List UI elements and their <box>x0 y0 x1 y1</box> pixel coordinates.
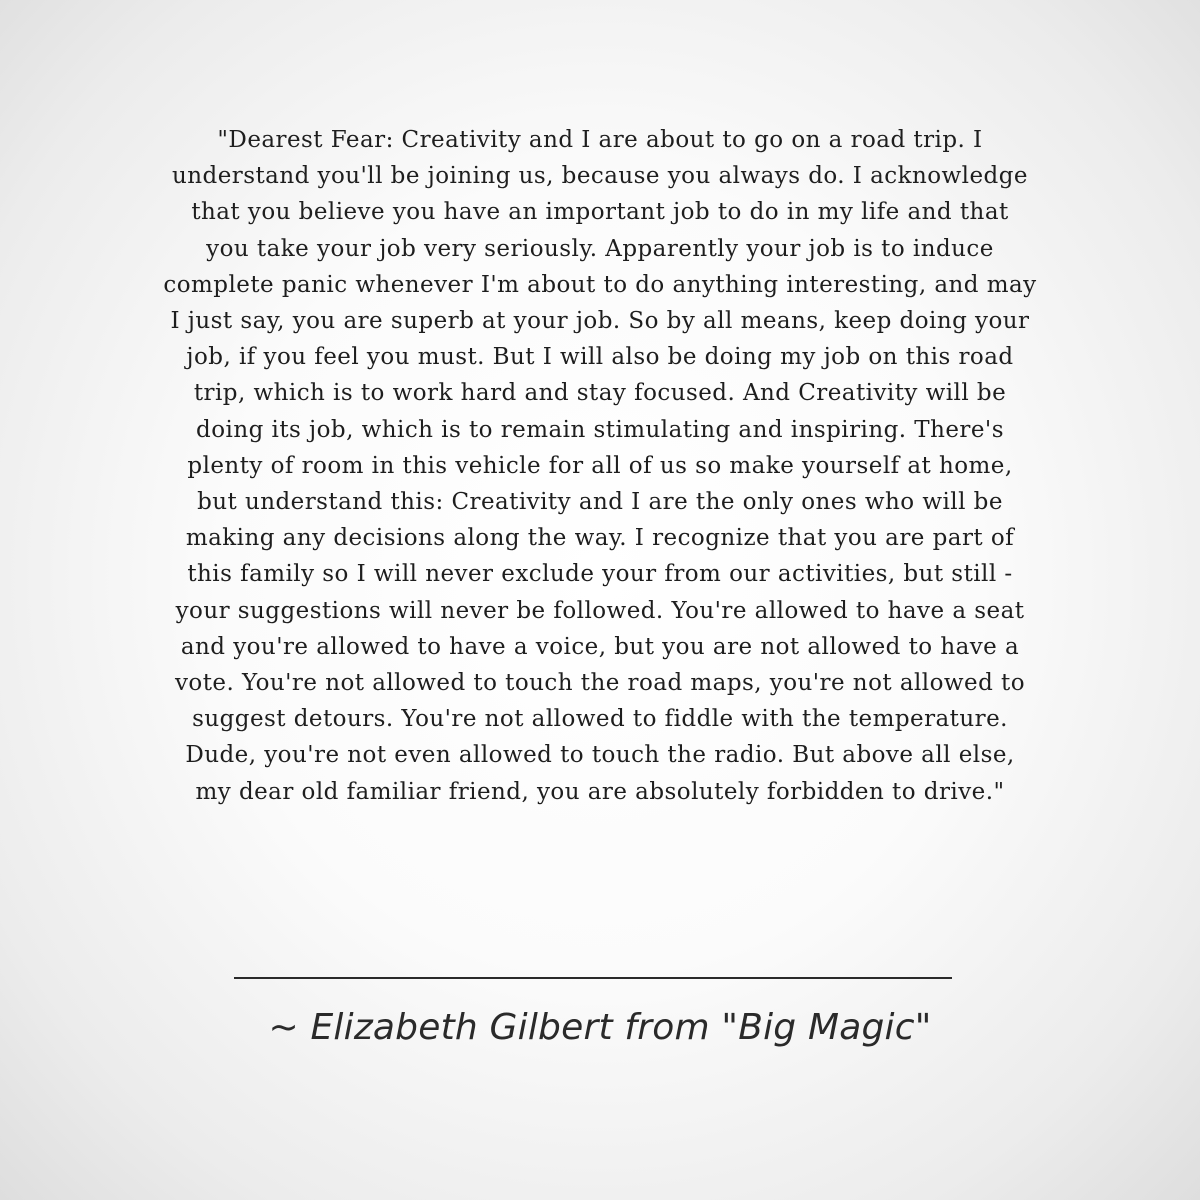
quote-line: vote. You're not allowed to touch the road maps, you're not allowed to <box>174 670 1026 697</box>
quote-line: and you're allowed to have a voice, but you are not allowed to have a <box>180 633 1020 660</box>
quote-line: job, if you feel you must. But I will also be doing my job on this road <box>186 344 1014 371</box>
quote-line: trip, which is to work hard and stay focused. And Creativity will be <box>193 380 1007 407</box>
quote-line: your suggestions will never be followed. You're allowed to have a seat <box>175 597 1025 624</box>
quote-line: my dear old familiar friend, you are absolutely forbidden to drive." <box>195 778 1005 805</box>
quote-line: making any decisions along the way. I recognize that you are part of <box>185 525 1015 552</box>
quote-line: doing its job, which is to remain stimulating and inspiring. There's <box>196 416 1004 443</box>
quote-line: I just say, you are superb at your job. So by all means, keep doing your <box>170 308 1030 335</box>
divider-line <box>234 977 952 979</box>
quote-line: complete panic whenever I'm about to do anything interesting, and may <box>163 271 1037 298</box>
quote-line: this family so I will never exclude your from our activities, but still - <box>187 561 1013 588</box>
quote-line: understand you'll be joining us, because you always do. I acknowledge <box>172 163 1028 190</box>
quote-line: but understand this: Creativity and I are the only ones who will be <box>197 489 1003 516</box>
attribution: ~ Elizabeth Gilbert from "Big Magic" <box>268 1007 932 1048</box>
quote-line: Dude, you're not even allowed to touch the radio. But above all else, <box>185 742 1015 769</box>
quote-text <box>60 122 1140 810</box>
quote-line: that you believe you have an important job to do in my life and that <box>191 199 1009 226</box>
quote-line: you take your job very seriously. Apparently your job is to induce <box>206 235 994 262</box>
quote-line: suggest detours. You're not allowed to fiddle with the temperature. <box>192 706 1008 733</box>
quote-line: "Dearest Fear: Creativity and I are about to go on a road trip. I <box>217 127 983 153</box>
quote-line: plenty of room in this vehicle for all of us so make yourself at home, <box>187 452 1013 479</box>
